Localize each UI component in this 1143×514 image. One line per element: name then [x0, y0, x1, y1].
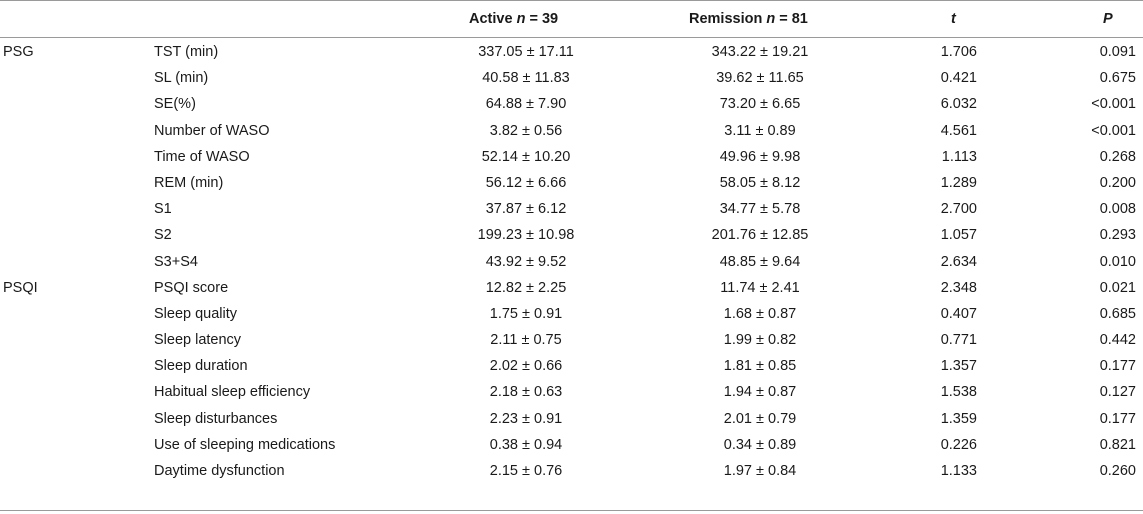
table-row — [0, 44, 1143, 70]
row-group: PSG — [3, 44, 34, 60]
table-row — [0, 280, 1143, 306]
row-label: TST (min) — [154, 44, 219, 60]
row-label: Habitual sleep efficiency — [154, 384, 311, 401]
row-label: Daytime dysfunction — [154, 463, 285, 479]
row-p-value: <0.001 — [1091, 122, 1136, 139]
row-t-value: 2.348 — [940, 279, 977, 296]
row-active-value: 2.23 ± 0.91 — [489, 410, 563, 427]
header-active-label: Active — [469, 11, 517, 27]
table-bottom-rule — [0, 510, 1143, 511]
row-label: Sleep duration — [154, 358, 248, 375]
row-remission-value: 1.81 ± 0.85 — [723, 358, 797, 375]
row-t-value: 4.561 — [940, 122, 977, 139]
header-remission — [689, 11, 808, 27]
row-label: S3+S4 — [154, 253, 198, 270]
row-active-value: 2.18 ± 0.63 — [489, 384, 563, 401]
row-remission-value: 39.62 ± 11.65 — [716, 70, 804, 87]
row-active-value: 3.82 ± 0.56 — [489, 122, 563, 139]
row-p-value: 0.127 — [1099, 384, 1136, 401]
row-p-value: 0.008 — [1099, 201, 1136, 218]
row-remission-value: 0.34 ± 0.89 — [723, 436, 797, 453]
row-t-value: 1.113 — [941, 148, 977, 165]
table-row — [0, 463, 1143, 489]
row-t-value: 1.133 — [940, 463, 977, 479]
row-p-value: 0.268 — [1099, 148, 1136, 165]
row-p-value: 0.821 — [1099, 436, 1136, 453]
table-row — [0, 306, 1143, 332]
table-body — [0, 44, 1143, 489]
row-p-value: 0.260 — [1099, 463, 1136, 479]
row-active-value: 337.05 ± 17.11 — [478, 44, 574, 60]
row-remission-value: 1.99 ± 0.82 — [723, 332, 797, 349]
row-label: Sleep disturbances — [154, 410, 278, 427]
row-remission-value: 49.96 ± 9.98 — [719, 148, 801, 165]
row-active-value: 1.75 ± 0.91 — [489, 305, 563, 322]
table-row — [0, 201, 1143, 227]
row-remission-value: 201.76 ± 12.85 — [711, 227, 809, 244]
row-label: S2 — [154, 227, 172, 244]
table-row — [0, 254, 1143, 280]
header-active-n-value: = 39 — [525, 11, 559, 27]
row-active-value: 2.15 ± 0.76 — [489, 463, 563, 479]
row-t-value: 0.226 — [940, 436, 977, 453]
row-t-value: 2.700 — [940, 201, 977, 218]
row-active-value: 2.11 ± 0.75 — [490, 332, 562, 349]
row-remission-value: 2.01 ± 0.79 — [723, 410, 797, 427]
row-label: SE(%) — [154, 96, 196, 113]
row-remission-value: 1.94 ± 0.87 — [723, 384, 797, 401]
row-t-value: 0.407 — [940, 305, 977, 322]
row-active-value: 199.23 ± 10.98 — [477, 227, 575, 244]
table-row — [0, 123, 1143, 149]
row-remission-value: 1.97 ± 0.84 — [723, 463, 797, 479]
row-active-value: 12.82 ± 2.25 — [485, 279, 567, 296]
row-active-value: 37.87 ± 6.12 — [485, 201, 567, 218]
row-label: Use of sleeping medications — [154, 436, 336, 453]
row-t-value: 2.634 — [940, 253, 977, 270]
row-active-value: 40.58 ± 11.83 — [482, 70, 570, 87]
row-active-value: 52.14 ± 10.20 — [481, 148, 571, 165]
header-active — [469, 11, 558, 27]
row-label: Number of WASO — [154, 122, 270, 139]
row-remission-value: 11.74 ± 2.41 — [720, 279, 800, 296]
header-active-n-symbol: n — [516, 11, 526, 27]
row-p-value: 0.675 — [1099, 70, 1136, 87]
table-header-rule — [0, 37, 1143, 38]
row-label: PSQI score — [154, 279, 229, 296]
row-label: SL (min) — [154, 70, 209, 87]
row-p-value: 0.442 — [1099, 332, 1136, 349]
table-row — [0, 149, 1143, 175]
row-p-value: 0.091 — [1099, 44, 1136, 60]
row-remission-value: 58.05 ± 8.12 — [719, 174, 801, 191]
row-label: S1 — [154, 201, 172, 218]
row-t-value: 1.357 — [940, 358, 977, 375]
row-active-value: 56.12 ± 6.66 — [485, 174, 567, 191]
row-remission-value: 343.22 ± 19.21 — [711, 44, 809, 60]
table-header-row — [0, 0, 1143, 37]
row-t-value: 0.771 — [940, 332, 977, 349]
row-p-value: 0.177 — [1099, 358, 1136, 375]
row-active-value: 64.88 ± 7.90 — [485, 96, 567, 113]
header-t: t — [951, 11, 956, 27]
table-row — [0, 70, 1143, 96]
row-t-value: 6.032 — [940, 96, 977, 113]
row-group: PSQI — [3, 279, 38, 296]
row-t-value: 1.706 — [940, 44, 977, 60]
row-t-value: 1.538 — [940, 384, 977, 401]
table-row — [0, 437, 1143, 463]
row-p-value: 0.293 — [1099, 227, 1136, 244]
table-row — [0, 332, 1143, 358]
header-remission-n-symbol: n — [766, 11, 776, 27]
header-remission-n-value: = 81 — [775, 11, 808, 27]
row-p-value: 0.177 — [1099, 410, 1136, 427]
row-active-value: 43.92 ± 9.52 — [485, 253, 567, 270]
row-p-value: 0.200 — [1099, 174, 1136, 191]
row-t-value: 1.289 — [940, 174, 977, 191]
row-active-value: 0.38 ± 0.94 — [489, 436, 563, 453]
row-t-value: 0.421 — [940, 70, 977, 87]
table-row — [0, 96, 1143, 122]
table-row — [0, 175, 1143, 201]
row-remission-value: 34.77 ± 5.78 — [719, 201, 801, 218]
row-remission-value: 48.85 ± 9.64 — [719, 253, 801, 270]
row-t-value: 1.359 — [940, 410, 977, 427]
row-p-value: 0.685 — [1099, 305, 1136, 322]
row-active-value: 2.02 ± 0.66 — [489, 358, 563, 375]
row-label: REM (min) — [154, 174, 224, 191]
table-row — [0, 227, 1143, 253]
header-p: P — [1103, 11, 1113, 27]
row-p-value: 0.010 — [1099, 253, 1136, 270]
header-remission-label: Remission — [689, 11, 767, 27]
row-t-value: 1.057 — [940, 227, 977, 244]
table-row — [0, 411, 1143, 437]
row-remission-value: 3.11 ± 0.89 — [724, 122, 796, 139]
row-label: Sleep quality — [154, 305, 238, 322]
table-row — [0, 384, 1143, 410]
row-label: Sleep latency — [154, 332, 242, 349]
row-p-value: <0.001 — [1091, 96, 1136, 113]
row-remission-value: 73.20 ± 6.65 — [719, 96, 801, 113]
row-label: Time of WASO — [154, 148, 250, 165]
table-row — [0, 358, 1143, 384]
row-p-value: 0.021 — [1099, 279, 1136, 296]
row-remission-value: 1.68 ± 0.87 — [723, 305, 797, 322]
